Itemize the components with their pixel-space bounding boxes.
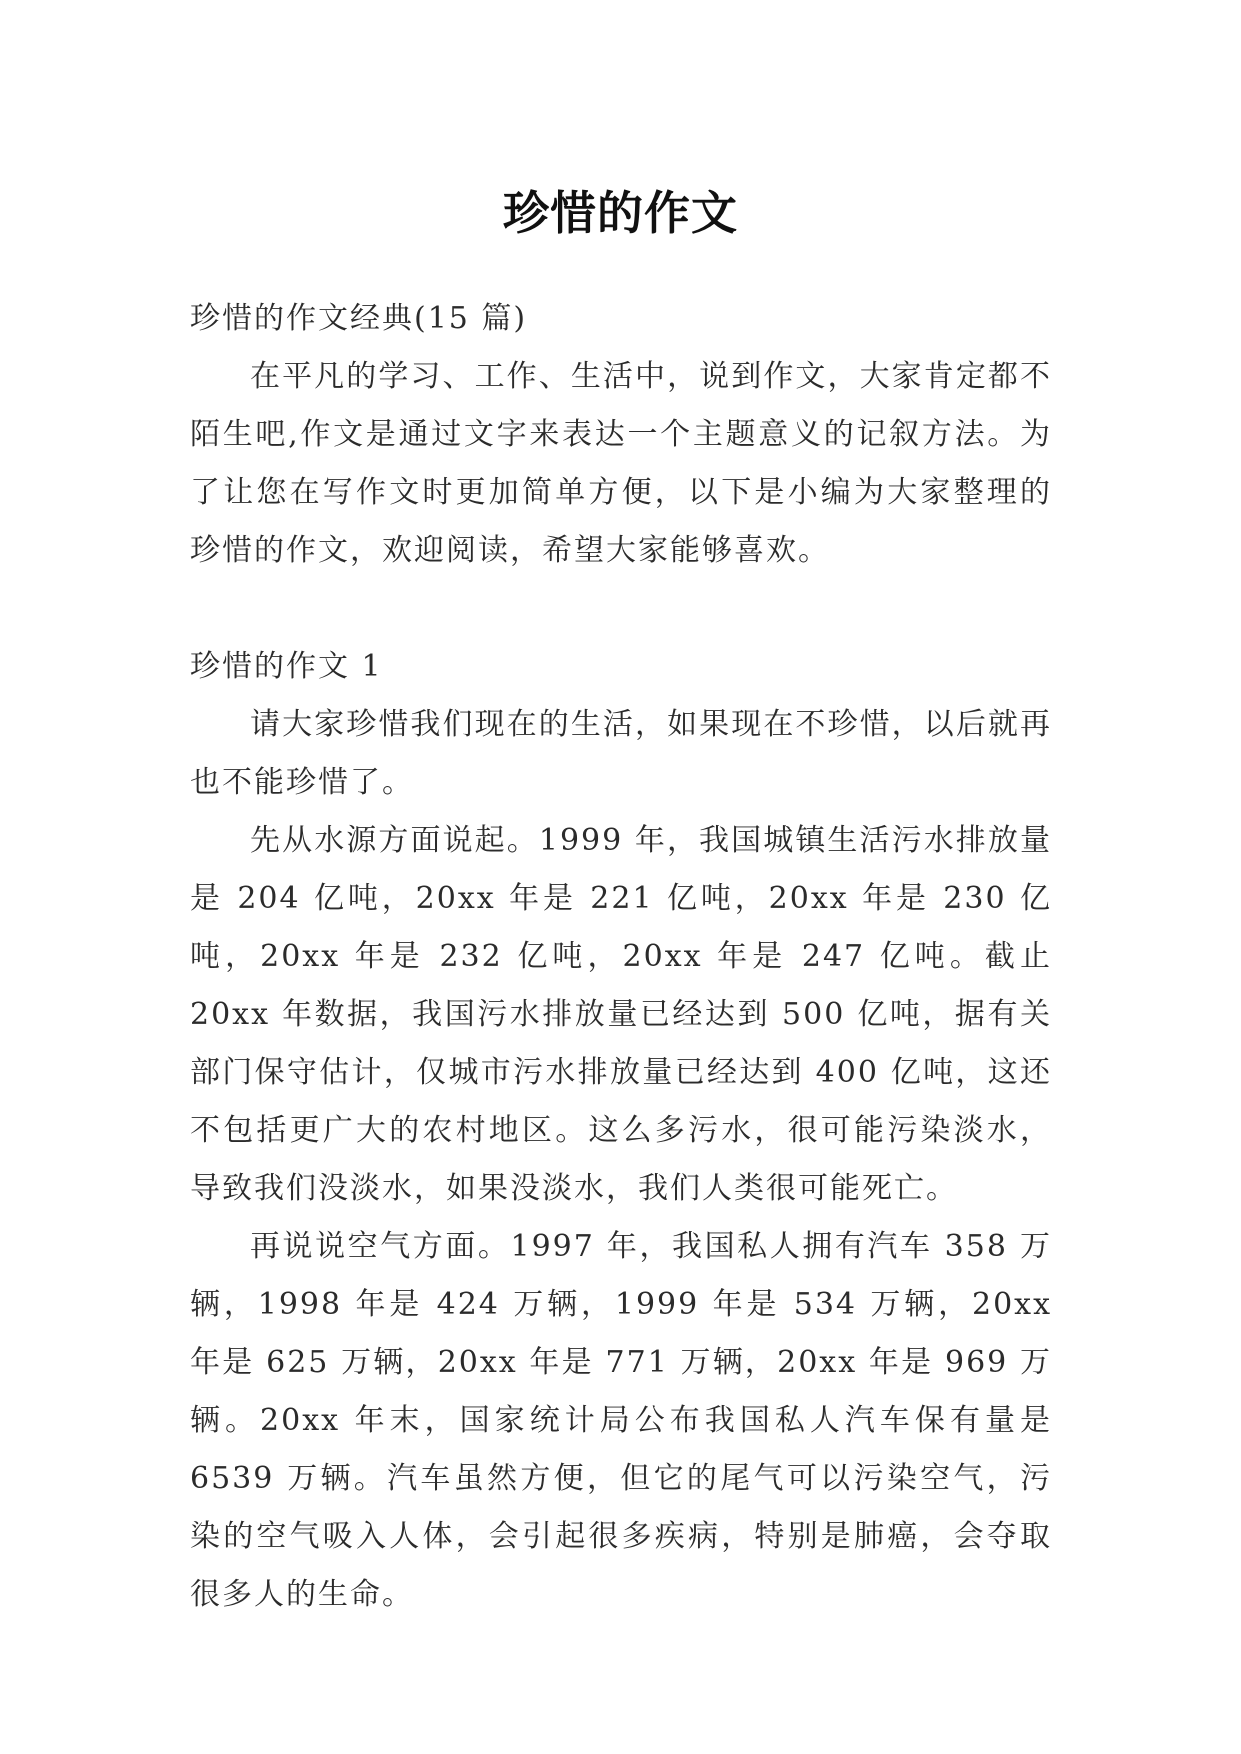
intro-paragraph: 在平凡的学习、工作、生活中，说到作文，大家肯定都不陌生吧,作文是通过文字来表达一个主题意义的记叙方法。为了让您在写作文时更加简单方便，以下是小编为大家整理的珍惜的作文，欢迎阅读，希望大家能够喜欢。 — [190, 359, 1052, 568]
document-body — [190, 290, 1052, 1624]
document-title: 珍惜的作文 — [503, 185, 738, 240]
section-heading: 珍惜的作文 1 — [190, 649, 383, 684]
document-subtitle: 珍惜的作文经典(15 篇) — [190, 301, 528, 336]
section-paragraph: 先从水源方面说起。1999 年，我国城镇生活污水排放量是 204 亿吨，20xx 年是 221 亿吨，20xx 年是 230 亿吨，20xx 年是 232 亿吨，20xx 年是 247 亿吨。截止 20xx 年数据，我国污水排放量已经达到 500 亿吨，据有关部门保守估计，仅城市污水排放量已经达到 400 亿吨，这还不包括更广大的农村地区。这么多污水，很可能污染淡水，导致我们没淡水，如果没淡水，我们人类很可能死亡。 — [190, 823, 1052, 1206]
section-paragraph: 再说说空气方面。1997 年，我国私人拥有汽车 358 万辆，1998 年是 424 万辆，1999 年是 534 万辆，20xx 年是 625 万辆，20xx 年是 771 万辆，20xx 年是 969 万辆。20xx 年末，国家统计局公布我国私人汽车保有量是 6539 万辆。汽车虽然方便，但它的尾气可以污染空气，污染的空气吸入人体，会引起很多疾病，特别是肺癌，会夺取很多人的生命。 — [190, 1229, 1052, 1612]
section-paragraph: 请大家珍惜我们现在的生活，如果现在不珍惜，以后就再也不能珍惜了。 — [190, 707, 1052, 800]
section-spacer — [190, 580, 1052, 638]
